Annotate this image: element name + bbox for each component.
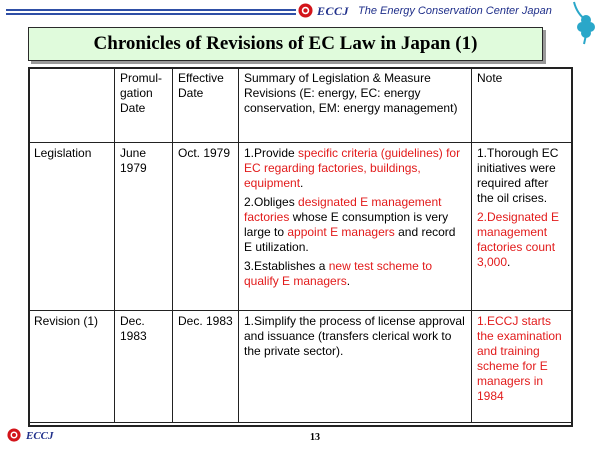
table-row bbox=[29, 143, 572, 311]
header-effective-date: Effective Date bbox=[173, 68, 239, 143]
summary-cell bbox=[239, 311, 472, 423]
table-header-row bbox=[29, 68, 572, 143]
summary-item: 1.Provide specific criteria (guidelines) for EC regarding factories, buildings, equipment. bbox=[244, 146, 461, 190]
effective-date: Dec. 1983 bbox=[173, 311, 239, 423]
page-number: 13 bbox=[310, 432, 320, 443]
revisions-table bbox=[28, 67, 572, 423]
promulgation-date: June 1979 bbox=[115, 143, 173, 311]
summary-item: 1.Simplify the process of license approval and issuance (transfers clerical work to the private sector). bbox=[244, 314, 465, 358]
footer-brand: ECCJ bbox=[26, 430, 54, 442]
table-row bbox=[29, 311, 572, 423]
summary-item: 3.Establishes a new test scheme to qualify E managers. bbox=[244, 259, 433, 288]
eccj-logo-icon bbox=[7, 428, 21, 442]
note-item: 1.Thorough EC initiatives were required after the oil crises. bbox=[477, 146, 559, 205]
promulgation-date: Dec. 1983 bbox=[115, 311, 173, 423]
note-cell bbox=[472, 143, 572, 311]
header-note: Note bbox=[472, 68, 572, 143]
row-label: Revision (1) bbox=[29, 311, 115, 423]
header-brand: ECCJ bbox=[317, 4, 350, 18]
slide-title: Chronicles of Revisions of EC Law in Japan (1) bbox=[28, 27, 543, 61]
summary-cell bbox=[239, 143, 472, 311]
note-item: 1.ECCJ starts the examination and training scheme for E managers in 1984 bbox=[477, 314, 562, 403]
effective-date: Oct. 1979 bbox=[173, 143, 239, 311]
eccj-logo-icon bbox=[298, 3, 313, 18]
note-item: 2.Designated E management factories count 3,000. bbox=[477, 210, 560, 269]
clover-logo-icon bbox=[560, 0, 600, 46]
note-cell bbox=[472, 311, 572, 423]
header-promulgation-date: Promul-gation Date bbox=[115, 68, 173, 143]
header-organization: The Energy Conservation Center Japan bbox=[358, 5, 552, 17]
summary-item: 2.Obliges designated E management factories whose E consumption is very large to appoint E managers and record E utilization. bbox=[244, 195, 456, 254]
header-cell-blank bbox=[29, 68, 115, 143]
row-label: Legislation bbox=[29, 143, 115, 311]
header-summary: Summary of Legislation & Measure Revisions (E: energy, EC: energy conservation, EM: energy management) bbox=[239, 68, 472, 143]
header-rule-top bbox=[6, 9, 296, 11]
header-rule-bottom bbox=[6, 13, 296, 15]
